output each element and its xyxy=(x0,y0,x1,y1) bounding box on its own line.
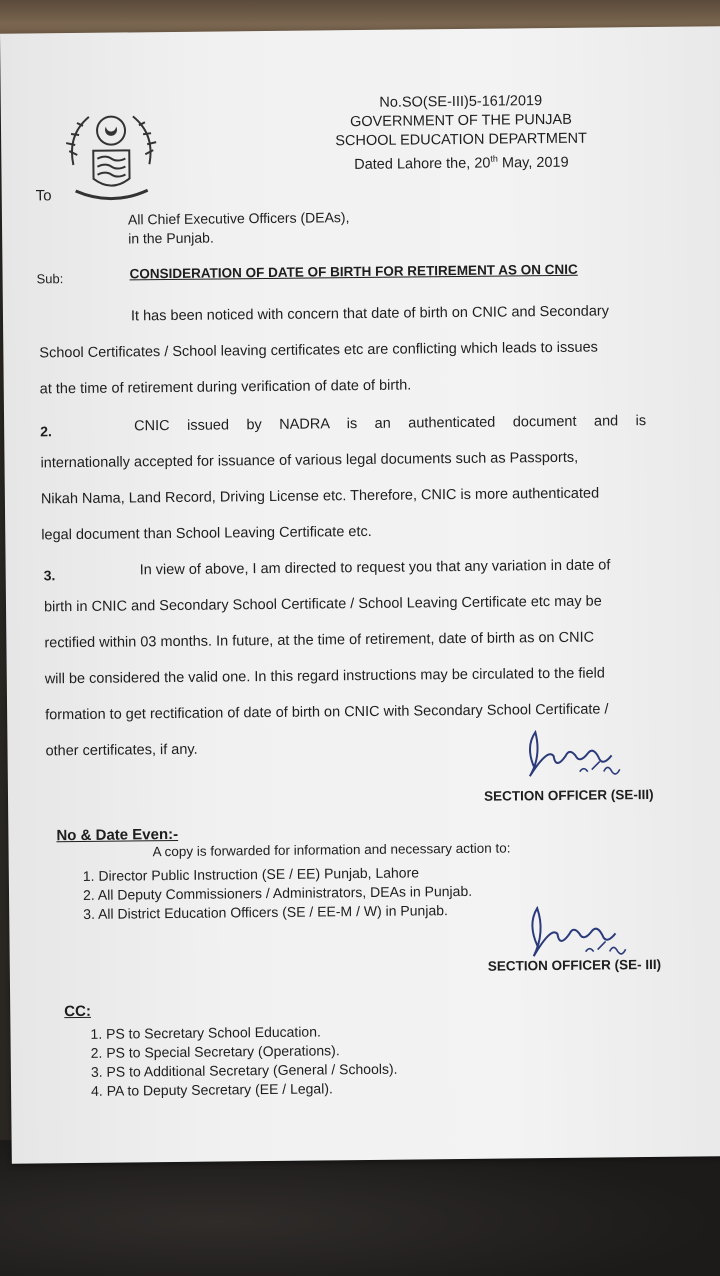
cc-list xyxy=(90,1022,397,1101)
addressee-line: in the Punjab. xyxy=(128,229,214,247)
letter-page xyxy=(0,26,720,1163)
government-title: GOVERNMENT OF THE PUNJAB xyxy=(349,111,572,131)
cc-heading: CC: xyxy=(64,1002,92,1021)
letter-header xyxy=(323,92,600,176)
list-item: 4. PA to Deputy Secretary (EE / Legal). xyxy=(91,1080,333,1099)
para-line: internationally accepted for issuance of various legal documents such as Passports, xyxy=(40,449,579,472)
para-line: formation to get rectification of date of birth on CNIC with Secondary School Certificate / xyxy=(45,701,609,724)
para-line: CNIC issued by NADRA is an authenticated document and is xyxy=(134,413,647,435)
punjab-emblem-icon xyxy=(59,94,164,213)
no-date-even-heading: No & Date Even:- xyxy=(56,825,179,845)
para-line: will be considered the valid one. In this regard instructions may be circulated to the field xyxy=(44,665,606,688)
para-line: Nikah Nama, Land Record, Driving License etc. Therefore, CNIC is more authenticated xyxy=(40,485,600,508)
subject-text: CONSIDERATION OF DATE OF BIRTH FOR RETIREMENT AS ON CNIC xyxy=(129,261,578,282)
para-line: legal document than School Leaving Certificate etc. xyxy=(41,523,372,544)
list-item: 2. PS to Special Secretary (Operations). xyxy=(90,1042,340,1061)
department-title: SCHOOL EDUCATION DEPARTMENT xyxy=(335,130,588,150)
para-line: It has been noticed with concern that date of birth on CNIC and Secondary xyxy=(130,303,610,325)
list-item: 2. All Deputy Commissioners / Administrators, DEAs in Punjab. xyxy=(82,882,473,903)
to-label: To xyxy=(35,187,52,205)
reference-number: No.SO(SE-III)5-161/2019 xyxy=(379,93,543,111)
list-item: 1. Director Public Instruction (SE / EE) Punjab, Lahore xyxy=(82,864,420,884)
para-line: other certificates, if any. xyxy=(45,741,198,760)
para-line: School Certificates / School leaving certificates etc are conflicting which leads to issues xyxy=(39,339,598,362)
signature-1 xyxy=(519,725,640,786)
distribution-list xyxy=(83,863,473,924)
section-officer-signoff: SECTION OFFICER (SE- III) xyxy=(487,956,662,974)
list-item: 3. All District Education Officers (SE / EE-M / W) in Punjab. xyxy=(83,902,448,922)
list-item: 1. PS to Secretary School Education. xyxy=(90,1023,321,1042)
para-line: rectified within 03 months. In future, at the time of retirement, date of birth as on CNIC xyxy=(44,629,595,652)
section-officer-signoff: SECTION OFFICER (SE-III) xyxy=(483,786,654,804)
list-item: 3. PS to Additional Secretary (General / Schools). xyxy=(90,1060,398,1080)
paragraph-number: 2. xyxy=(40,423,52,440)
para-line: at the time of retirement during verification of date of birth. xyxy=(39,377,412,398)
para-line: In view of above, I am directed to request you that any variation in date of xyxy=(139,557,611,579)
addressee-line: All Chief Executive Officers (DEAs), xyxy=(127,209,350,228)
forward-text: A copy is forwarded for information and necessary action to: xyxy=(152,840,511,860)
letter-date: Dated Lahore the, 20th May, 2019 xyxy=(354,153,569,173)
paragraph-number: 3. xyxy=(43,567,56,584)
addressee xyxy=(128,208,350,248)
subject-label: Sub: xyxy=(36,271,64,287)
para-line: birth in CNIC and Secondary School Certificate / School Leaving Certificate etc may be xyxy=(43,593,602,616)
